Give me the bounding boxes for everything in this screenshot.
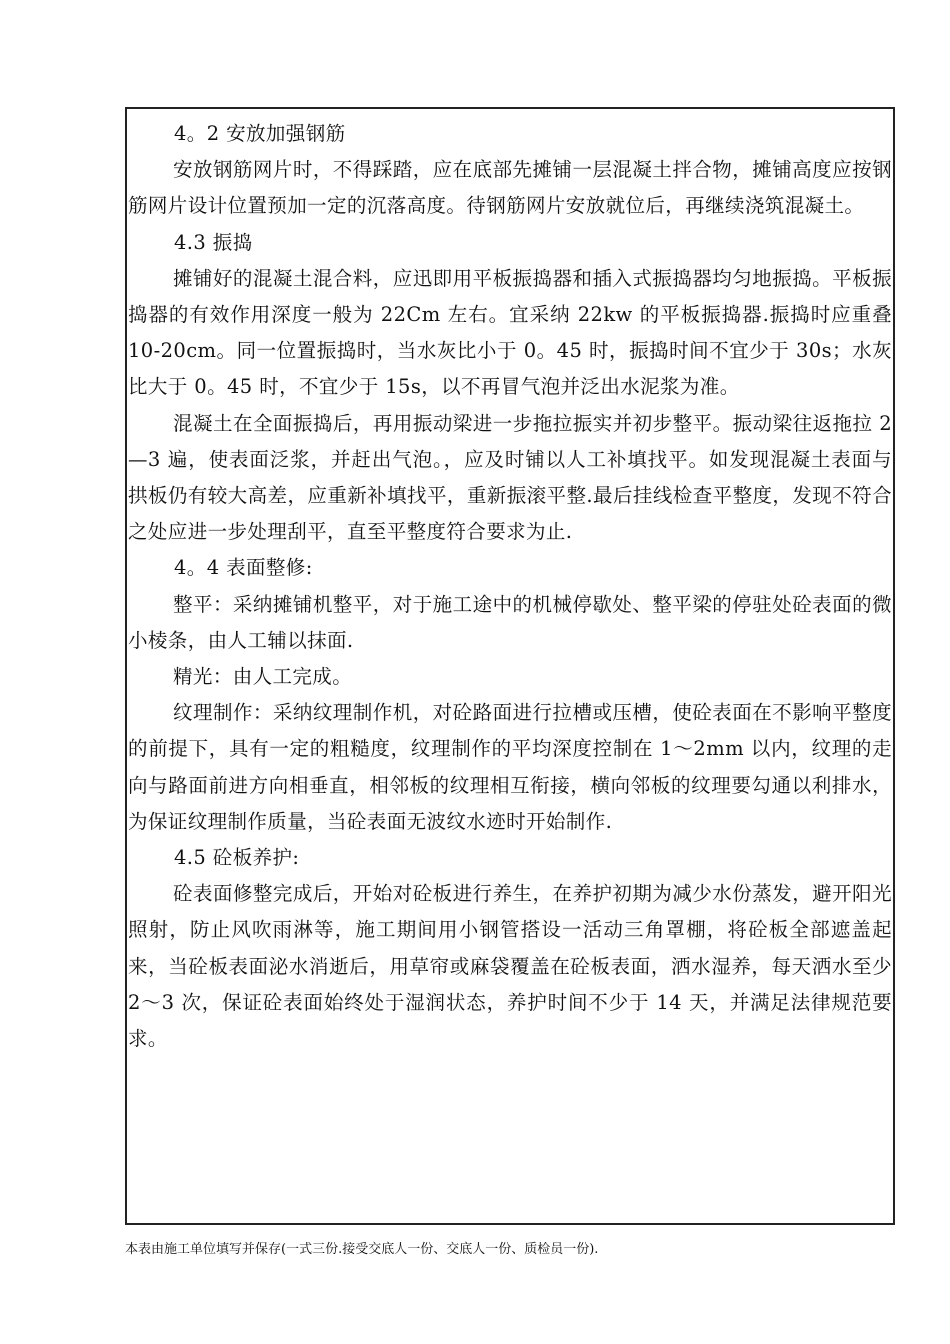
paragraph-curing: 砼表面修整完成后，开始对砼板进行养生，在养护初期为减少水份蒸发，避开阳光照射，防止风吹雨淋等，施工期间用小钢管搭设一活动三角罩棚，将砼板全部遮盖起来，当砼板表面泌水消逝后，用草帘或麻袋覆盖在砼板表面，洒水湿养，每天洒水至少 2～3 次，保证砼表面始终处于湿润状态，养护时间不少于 14 天，并满足法律规范要求。 — [128, 882, 892, 1051]
paragraph-vibrating-beam: 混凝土在全面振捣后，再用振动梁进一步拖拉振实并初步整平。振动梁往返拖拉 2—3 遍，使表面泛浆，并赶出气泡。，应及时铺以人工补填找平。如发现混凝土表面与拱板仍有较大高差，应重新补填找平，重新振滚平整.最后挂线检查平整度，发现不符合之处应进一步处理刮平，直至平整度符合要求为止. — [128, 411, 892, 544]
footer-note: 本表由施工单位填写并保存(一式三份.接受交底人一份、交底人一份、质检员一份). — [125, 1242, 599, 1257]
paragraph-finishing: 精光：由人工完成。 — [173, 665, 353, 689]
paragraph-rebar-placement: 安放钢筋网片时，不得踩踏，应在底部先摊铺一层混凝土拌合物，摊铺高度应按钢筋网片设计位置预加一定的沉落高度。待钢筋网片安放就位后，再继续浇筑混凝土。 — [128, 158, 892, 218]
paragraph-leveling: 整平：采纳摊铺机整平，对于施工途中的机械停歇处、整平梁的停驻处砼表面的微小棱条，由人工辅以抹面. — [128, 592, 892, 652]
paragraph-vibration: 摊铺好的混凝土混合料，应迅即用平板振捣器和插入式振捣器均匀地振捣。平板振捣器的有效作用深度一般为 22Cm 左右。宜采纳 22kw 的平板振捣器.振捣时应重叠 10-20cm。同一位置振捣时，当水灰比小于 0。45 时，振捣时间不宜少于 30s；水灰比大于 0。45 时，不宜少于 15s，以不再冒气泡并泛出水泥浆为准。 — [128, 266, 892, 399]
section-heading-4-5: 4.5 砼板养护: — [174, 846, 300, 870]
section-heading-4-2: 4。2 安放加强钢筋 — [174, 122, 346, 145]
section-heading-4-4: 4。4 表面整修: — [174, 556, 313, 580]
paragraph-texturing: 纹理制作：采纳纹理制作机，对砼路面进行拉槽或压槽，使砼表面在不影响平整度的前提下，具有一定的粗糙度，纹理制作的平均深度控制在 1～2mm 以内，纹理的走向与路面前进方向相垂直，相邻板的纹理相互衔接，横向邻板的纹理要勾通以利排水，为保证纹理制作质量，当砼表面无波纹水迹时开始制作. — [128, 701, 892, 833]
section-heading-4-3: 4.3 振捣 — [174, 230, 253, 254]
document-body — [127, 116, 893, 1057]
document-table-cell — [125, 107, 895, 1225]
